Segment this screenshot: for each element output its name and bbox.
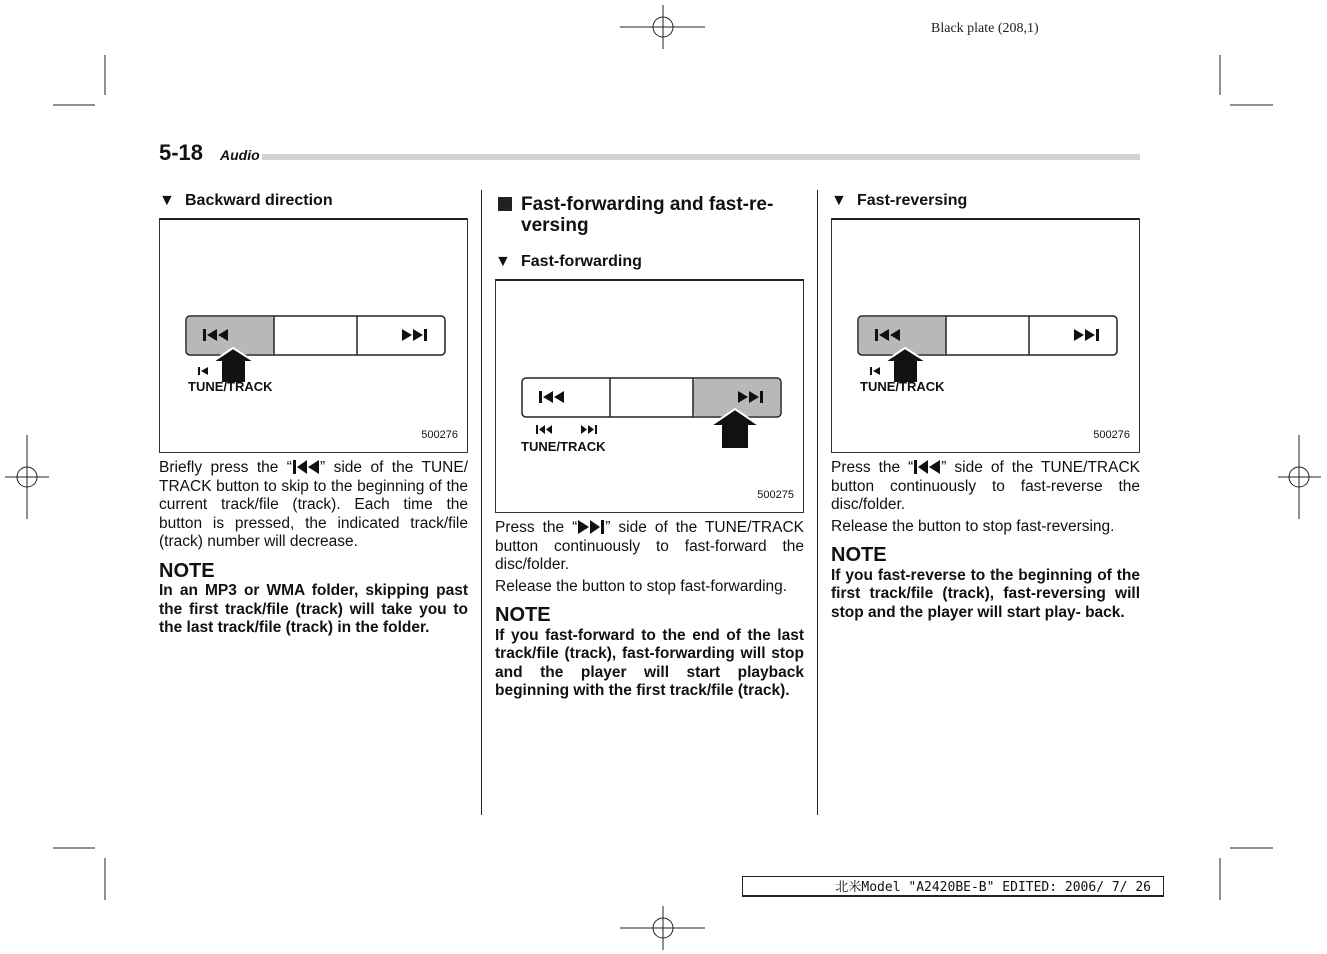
prev-track-icon [292,460,320,474]
figure-code: 500276 [1093,428,1130,441]
figure [495,279,804,513]
diagram-label: TUNE/TRACK [521,439,606,454]
triangle-bullet-icon: ▼ [159,192,175,209]
note-heading: NOTE [495,604,551,626]
note-text: If you fast-forward to the end of the last track/file (track), fast-forwarding will stop and the player will start playback beginning with the first track/file (track). [495,626,804,699]
page-number: 5-18 [159,140,204,165]
registration-mark-icon [5,435,49,519]
column-fast-reverse [831,192,1140,622]
registration-mark-icon [620,906,705,950]
registration-mark-icon [620,5,705,49]
column-divider [481,190,482,815]
prev-track-icon [913,460,941,474]
figure-code: 500275 [757,488,794,501]
plate-label: Black plate (208,1) [931,21,1039,36]
note-heading: NOTE [159,559,215,582]
triangle-bullet-icon: ▼ [831,192,847,209]
column-fast-forward [495,194,804,701]
figure [831,218,1140,453]
subheading: ▼ Fast-forwarding [495,253,642,270]
body-text: Release the button to stop fast-forwarding. [495,577,788,595]
diagram-label: TUNE/TRACK [188,379,273,394]
diagram-label: TUNE/TRACK [860,379,945,394]
tune-track-diagram [832,220,1139,452]
subheading: ▼ Backward direction [159,192,333,209]
note-text: If you fast-reverse to the beginning of the first track/file (track), fast-reversing will stop and the player will start play- back. [831,566,1140,621]
body-text: Release the button to stop fast-reversing. [831,517,1115,535]
column-divider [817,190,818,815]
column-backward [159,192,468,638]
triangle-bullet-icon: ▼ [495,253,511,270]
note-text: In an MP3 or WMA folder, skipping past the first track/file (track) will take you to the last track/file (track) in the folder. [159,582,468,636]
square-bullet-icon [498,197,512,211]
note-heading: NOTE [831,544,887,566]
body-text: Press the “ ” side of the TUNE/TRACK button continuously to fast-forward the disc/folder. [495,519,804,573]
tune-track-diagram [496,281,803,512]
section-title: Audio [220,147,260,163]
header-rule [262,154,1140,160]
body-text: Briefly press the “ ” side of the TUNE/ TRACK button to skip to the beginning of the current track/file (track). Each time the button is pressed, the indicated track/file (track) number will decrease. [159,459,468,550]
section-heading: Fast-forwarding and fast-re- versing [495,194,804,236]
figure [159,218,468,453]
edit-stamp: 北米Model "A2420BE-B" EDITED: 2006/ 7/ 26 [742,876,1164,897]
next-track-icon [577,520,605,534]
small-track-icons [536,425,597,434]
registration-mark-icon [1278,435,1321,519]
figure-code: 500276 [421,428,458,441]
subheading: ▼ Fast-reversing [831,192,968,209]
body-text: Press the “ ” side of the TUNE/TRACK button continuously to fast-reverse the disc/folder. [831,459,1140,513]
tune-track-diagram [160,220,467,452]
